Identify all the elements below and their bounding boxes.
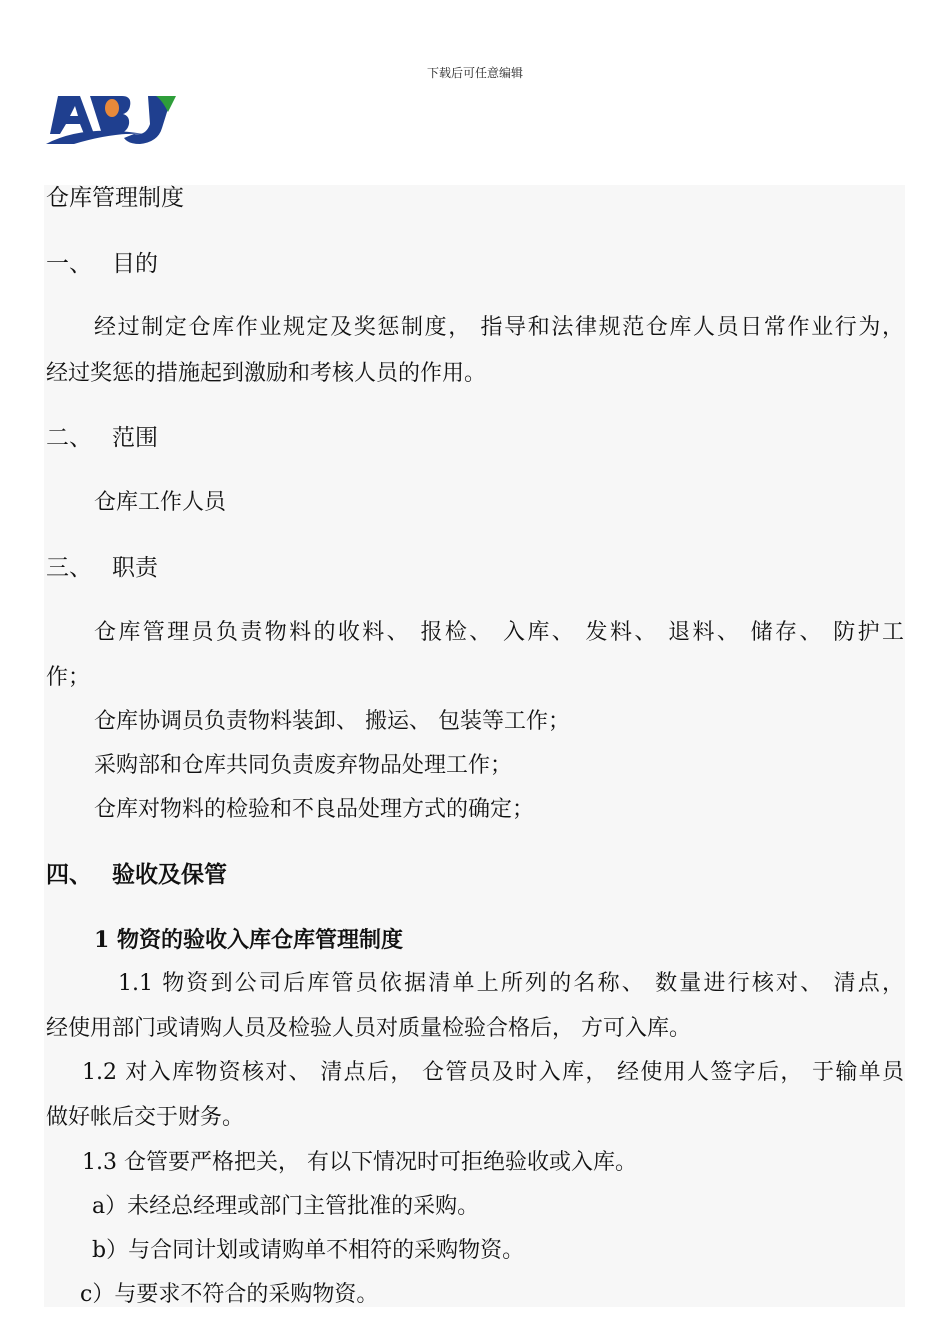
section-heading-purpose	[46, 249, 158, 279]
clause-text: 对入库物资核对、 清点后， 仓管员及时入库， 经使用人签字后， 于输单员	[125, 1060, 904, 1085]
doc-title: 仓库管理制度	[46, 185, 184, 211]
clause-number: 1.2	[82, 1060, 117, 1085]
list-text: 与要求不符合的采购物资。	[114, 1282, 379, 1307]
header-note: 下载后可任意编辑	[426, 66, 523, 80]
section-label: 职责	[112, 555, 158, 581]
list-item	[80, 1280, 378, 1310]
list-text: 未经总经理或部门主管批准的采购。	[127, 1194, 480, 1219]
subsection-heading: 1 物资的验收入库仓库管理制度	[94, 927, 403, 953]
paragraph-line: 做好帐后交于财务。	[46, 1105, 245, 1130]
section-heading-acceptance	[46, 860, 227, 890]
clause-text: 仓管要严格把关， 有以下情况时可拒绝验收或入库。	[124, 1150, 637, 1175]
section-heading-scope	[46, 423, 158, 453]
paragraph-line: 经过制定仓库作业规定及奖惩制度， 指导和法律规范仓库人员日常作业行为，	[94, 315, 904, 340]
section-label: 验收及保管	[112, 862, 227, 888]
clause-1-3	[82, 1148, 637, 1178]
list-marker: b）	[92, 1238, 129, 1263]
section-number: 一、	[46, 251, 92, 277]
section-heading-duties	[46, 553, 158, 583]
clause-1-1	[46, 969, 904, 999]
paragraph-line: 经使用部门或请购人员及检验人员对质量检验合格后， 方可入库。	[46, 1016, 691, 1041]
paragraph-line: 经过奖惩的措施起到激励和考核人员的作用。	[46, 361, 487, 386]
list-text: 与合同计划或请购单不相符的采购物资。	[128, 1238, 525, 1263]
content-panel	[44, 185, 905, 1307]
section-number: 三、	[46, 555, 92, 581]
section-label: 范围	[112, 425, 158, 451]
section-label: 目的	[112, 251, 158, 277]
list-marker: a）	[92, 1194, 128, 1219]
clause-number: 1.1	[118, 971, 153, 996]
list-marker: c）	[80, 1282, 115, 1307]
section-number: 四、	[46, 862, 92, 888]
list-item	[92, 1236, 524, 1266]
paragraph-line: 仓库协调员负责物料装卸、 搬运、 包装等工作；	[94, 709, 570, 734]
paragraph-line: 采购部和仓库共同负责废弃物品处理工作；	[94, 753, 513, 778]
clause-1-2	[46, 1058, 904, 1088]
paragraph-line: 仓库管理员负责物料的收料、 报检、 入库、 发料、 退料、 储存、 防护工	[94, 620, 904, 645]
paragraph-line: 作；	[46, 665, 91, 690]
paragraph-line: 仓库工作人员	[94, 490, 227, 515]
clause-number: 1.3	[82, 1150, 117, 1175]
paragraph-line: 仓库对物料的检验和不良品处理方式的确定；	[94, 797, 535, 822]
company-logo	[44, 88, 178, 148]
clause-text: 物资到公司后库管员依据清单上所列的名称、 数量进行核对、 清点，	[162, 971, 904, 996]
list-item	[92, 1192, 479, 1222]
section-number: 二、	[46, 425, 92, 451]
